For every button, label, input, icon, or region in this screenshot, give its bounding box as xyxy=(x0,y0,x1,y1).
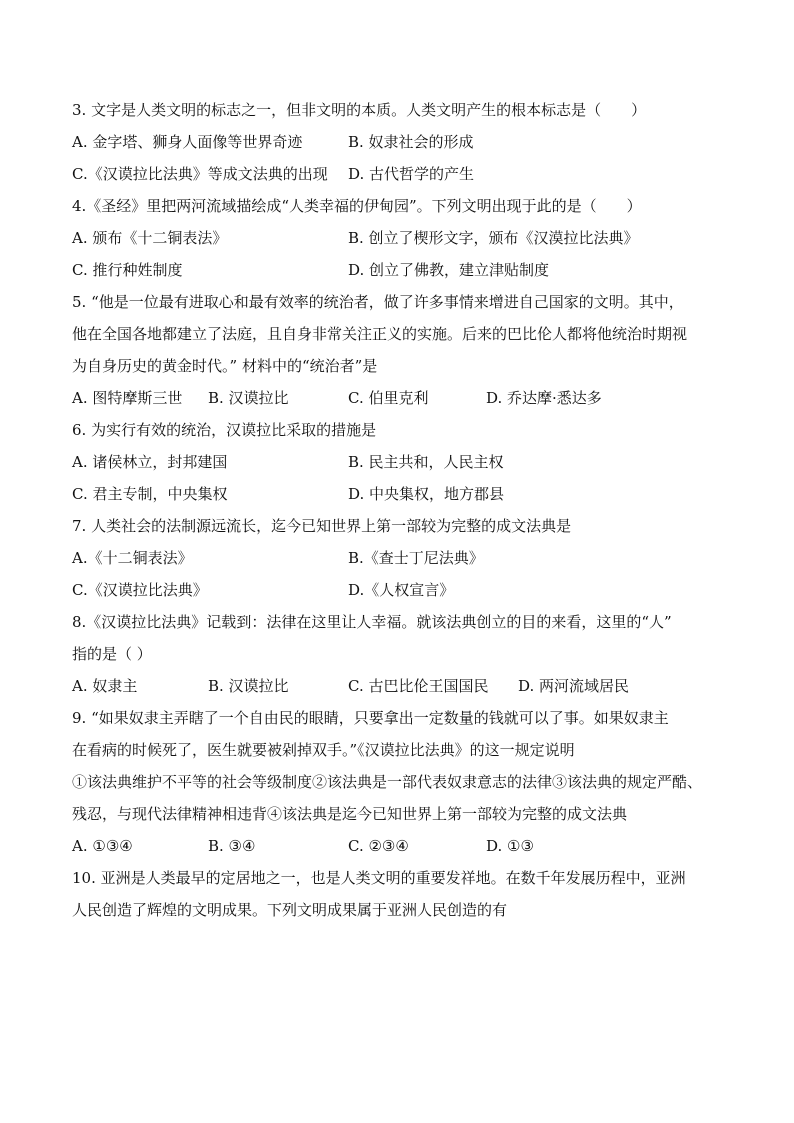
q3-stem: 3. 文字是人类文明的标志之一，但非文明的本质。人类文明产生的根本标志是（ ） xyxy=(72,101,647,119)
q9-stem-line: ①该法典维护不平等的社会等级制度②该法典是一部代表奴隶意志的法律③该法典的规定严酷、 xyxy=(72,773,703,791)
q10-stem-line: 人民创造了辉煌的文明成果。下列文明成果属于亚洲人民创造的有 xyxy=(72,901,508,919)
q8-stem-line: 8.《汉谟拉比法典》记载到：法律在这里让人幸福。就该法典创立的目的来看，这里的“人” xyxy=(72,613,672,631)
q9-stem-line: 9. “如果奴隶主弄瞎了一个自由民的眼睛，只要拿出一定数量的钱就可以了事。如果奴隶主 xyxy=(72,709,669,727)
q10-stem-line: 10. 亚洲是人类最早的定居地之一，也是人类文明的重要发祥地。在数千年发展历程中，亚洲 xyxy=(72,869,686,887)
q5-option-d: D. 乔达摩·悉达多 xyxy=(486,389,602,407)
q4-option-b: B. 创立了楔形文字，颁布《汉漠拉比法典》 xyxy=(348,229,639,247)
q4-option-c: C. 推行种姓制度 xyxy=(72,261,183,279)
q7-option-a: A.《十二铜表法》 xyxy=(72,549,193,567)
q9-stem-line: 在看病的时候死了，医生就要被剁掉双手。”《汉谟拉比法典》的这一规定说明 xyxy=(72,741,575,759)
q8-option-a: A. 奴隶主 xyxy=(72,677,138,695)
q3-option-c: C.《汉谟拉比法典》等成文法典的出现 xyxy=(72,165,328,183)
q5-stem-line: 为自身历史的黄金时代。” 材料中的“统治者”是 xyxy=(72,357,378,375)
q3-option-b: B. 奴隶社会的形成 xyxy=(348,133,474,151)
q9-option-b: B. ③④ xyxy=(208,837,256,855)
q7-option-d: D.《人权宣言》 xyxy=(348,581,455,599)
q4-option-d: D. 创立了佛教，建立津贴制度 xyxy=(348,261,550,279)
q3-option-a: A. 金字塔、狮身人面像等世界奇迹 xyxy=(72,133,303,151)
q5-option-c: C. 伯里克利 xyxy=(348,389,429,407)
q3-option-d: D. 古代哲学的产生 xyxy=(348,165,475,183)
q8-stem-line: 指的是（ ） xyxy=(72,645,152,663)
q9-stem-line: 残忍，与现代法律精神相违背④该法典是迄今已知世界上第一部较为完整的成文法典 xyxy=(72,805,628,823)
q4-option-a: A. 颁布《十二铜表法》 xyxy=(72,229,228,247)
q6-option-d: D. 中央集权，地方郡县 xyxy=(348,485,505,503)
q5-option-b: B. 汉谟拉比 xyxy=(208,389,289,407)
q7-option-c: C.《汉谟拉比法典》 xyxy=(72,581,208,599)
q9-option-c: C. ②③④ xyxy=(348,837,409,855)
q9-option-a: A. ①③④ xyxy=(72,837,133,855)
q8-option-d: D. 两河流域居民 xyxy=(518,677,630,695)
q4-stem: 4.《圣经》里把两河流域描绘成“人类幸福的伊甸园”。下列文明出现于此的是（ ） xyxy=(72,197,642,215)
q7-stem: 7. 人类社会的法制源远流长，迄今已知世界上第一部较为完整的成文法典是 xyxy=(72,517,572,535)
q6-option-b: B. 民主共和，人民主权 xyxy=(348,453,504,471)
q5-stem-line: 5. “他是一位最有进取心和最有效率的统治者，做了许多事情来增进自己国家的文明。其中， xyxy=(72,293,684,311)
q8-option-b: B. 汉谟拉比 xyxy=(208,677,289,695)
q9-option-d: D. ①③ xyxy=(486,837,534,855)
q6-option-a: A. 诸侯林立，封邦建国 xyxy=(72,453,228,471)
q5-option-a: A. 图特摩斯三世 xyxy=(72,389,183,407)
q6-option-c: C. 君主专制，中央集权 xyxy=(72,485,228,503)
q7-option-b: B.《查士丁尼法典》 xyxy=(348,549,484,567)
q5-stem-line: 他在全国各地都建立了法庭，且自身非常关注正义的实施。后来的巴比伦人都将他统治时期视 xyxy=(72,325,688,343)
q6-stem: 6. 为实行有效的统治，汉谟拉比采取的措施是 xyxy=(72,421,377,439)
q8-option-c: C. 古巴比伦王国国民 xyxy=(348,677,489,695)
